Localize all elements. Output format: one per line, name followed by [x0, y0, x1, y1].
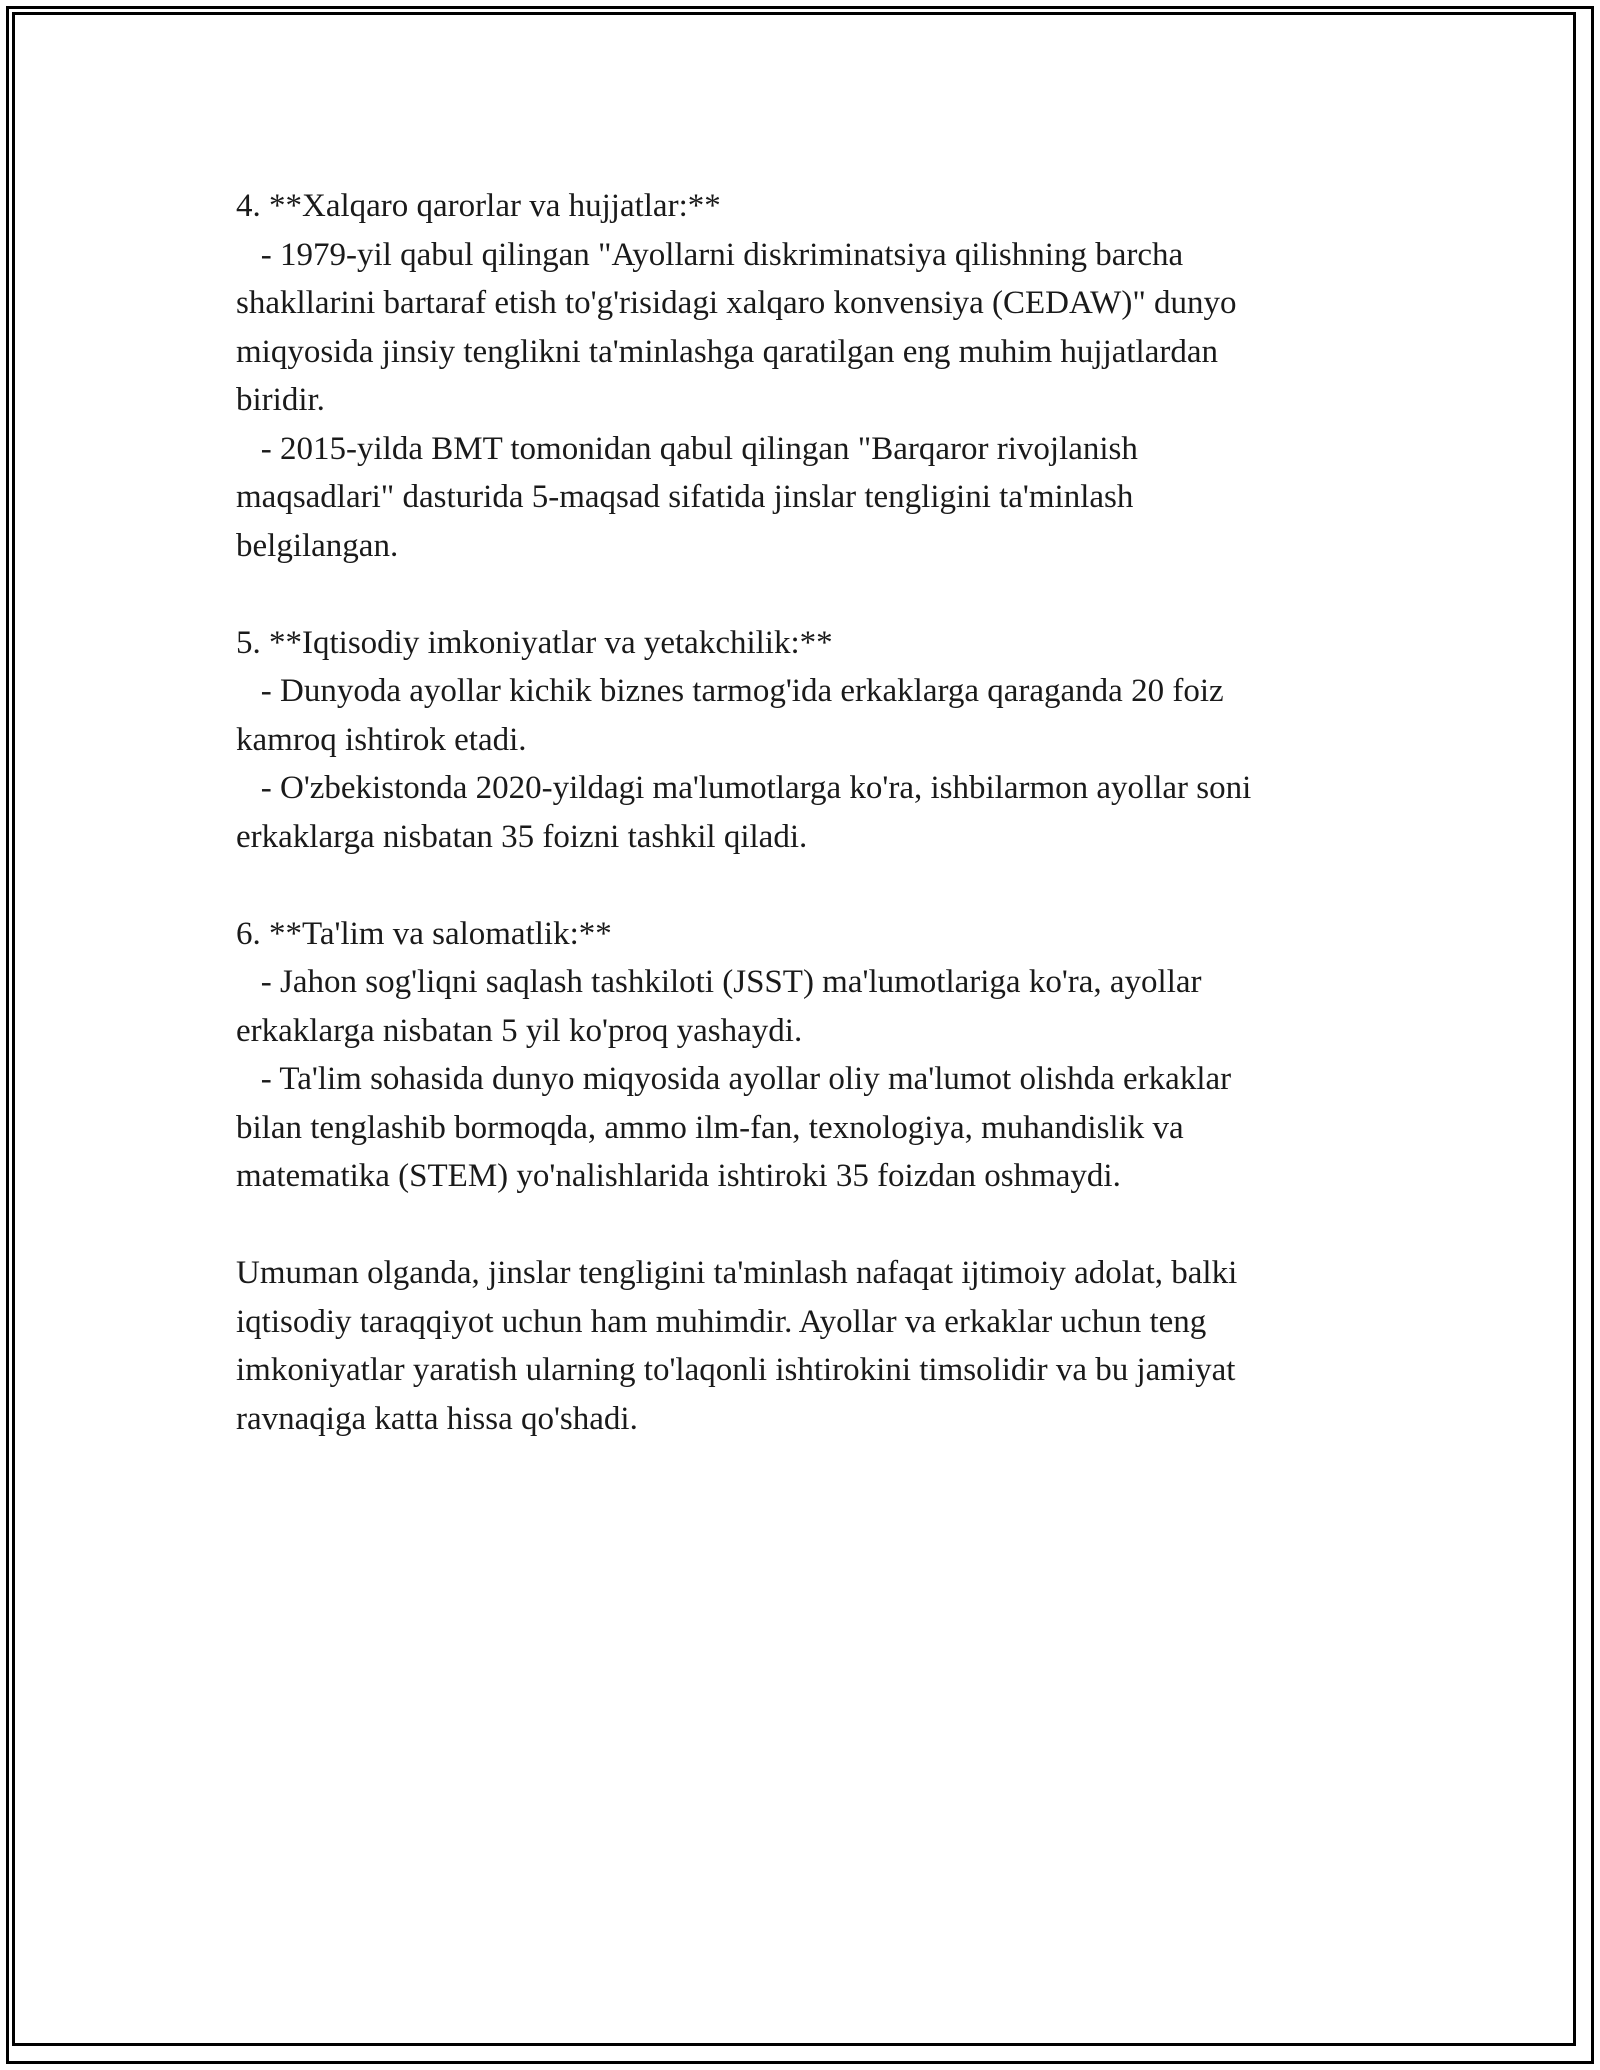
text-line: bilan tenglashib bormoqda, ammo ilm-fan, texnologiya, muhandislik va: [236, 1109, 1184, 1146]
text-line: ravnaqiga katta hissa qo'shadi.: [236, 1400, 638, 1437]
text-line: Umuman olganda, jinslar tengligini ta'minlash nafaqat ijtimoiy adolat, balki: [236, 1255, 1238, 1291]
section-education-health: [236, 910, 1386, 1201]
text-line: erkaklarga nisbatan 5 yil ko'proq yashaydi.: [236, 1012, 803, 1049]
text-line: - 1979-yil qabul qilingan "Ayollarni diskriminatsiya qilishning barcha: [236, 236, 1184, 273]
text-line: biridir.: [236, 382, 325, 418]
text-line: shakllarini bartaraf etish to'g'risidagi xalqaro konvensiya (CEDAW)" dunyo: [236, 285, 1237, 321]
paragraph-gap: [236, 861, 1386, 910]
text-line: imkoniyatlar yaratish ularning to'laqonli ishtirokini timsolidir va bu jamiyat: [236, 1352, 1236, 1388]
text-line: - Jahon sog'liqni saqlash tashkiloti (JSST) ma'lumotlariga ko'ra, ayollar: [236, 964, 1202, 1000]
text-line: kamroq ishtirok etadi.: [236, 721, 527, 758]
text-line: matematika (STEM) yo'nalishlarida ishtiroki 35 foizdan oshmaydi.: [236, 1158, 1121, 1194]
text-line: maqsadlari" dasturida 5-maqsad sifatida jinslar tengligini ta'minlash: [236, 479, 1134, 515]
section-economic-opportunities: [236, 619, 1386, 862]
text-line: miqyosida jinsiy tenglikni ta'minlashga qaratilgan eng muhim hujjatlardan: [236, 333, 1219, 370]
text-line: - Dunyoda ayollar kichik biznes tarmog'ida erkaklarga qaraganda 20 foiz: [236, 673, 1224, 709]
text-line: - Ta'lim sohasida dunyo miqyosida ayollar oliy ma'lumot olishda erkaklar: [236, 1061, 1232, 1097]
section-heading: 4. **Xalqaro qarorlar va hujjatlar:**: [236, 188, 721, 224]
text-line: erkaklarga nisbatan 35 foizni tashkil qiladi.: [236, 818, 808, 855]
text-line: belgilangan.: [236, 527, 399, 564]
section-heading: 6. **Ta'lim va salomatlik:**: [236, 915, 612, 952]
paragraph-gap: [236, 1201, 1386, 1250]
conclusion-paragraph: [236, 1249, 1386, 1443]
text-line: iqtisodiy taraqqiyot uchun ham muhimdir. Ayollar va erkaklar uchun teng: [236, 1303, 1207, 1340]
section-international-documents: [236, 182, 1386, 570]
section-heading: 5. **Iqtisodiy imkoniyatlar va yetakchilik:**: [236, 624, 833, 661]
text-line: - O'zbekistonda 2020-yildagi ma'lumotlarga ko'ra, ishbilarmon ayollar soni: [236, 770, 1252, 806]
text-line: - 2015-yilda BMT tomonidan qabul qilingan "Barqaror rivojlanish: [236, 430, 1138, 467]
paragraph-gap: [236, 570, 1386, 619]
document-body: [236, 182, 1386, 1443]
